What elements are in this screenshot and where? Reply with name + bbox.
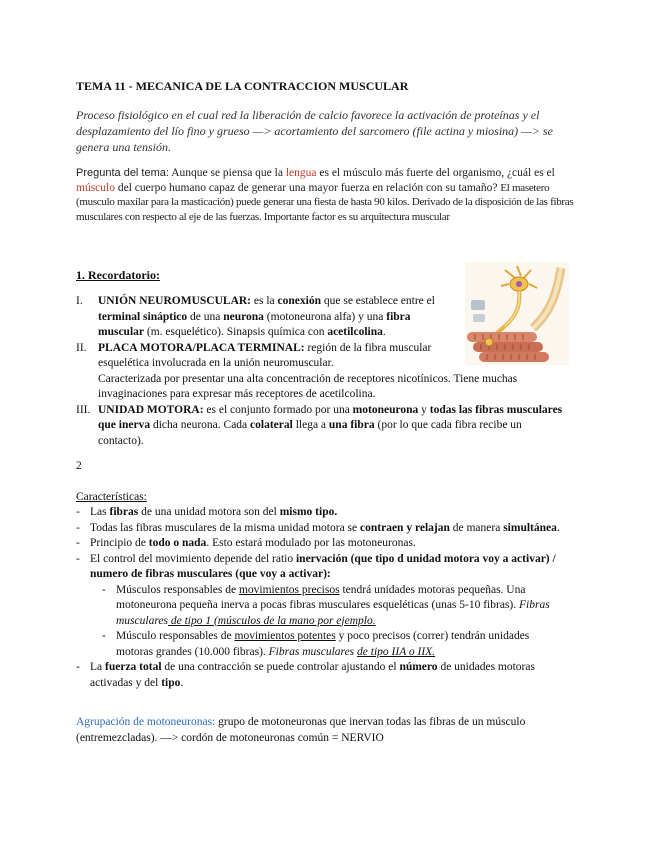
- question-paragraph: [76, 166, 576, 224]
- characteristics-list: [76, 505, 561, 691]
- definition-item: [76, 294, 456, 341]
- item-number: I.: [76, 295, 83, 307]
- item-text: y: [418, 403, 430, 416]
- question-text-1: Aunque se piensa que la: [168, 167, 286, 179]
- item-italic: Fibras musculares: [116, 599, 550, 627]
- item-text: Las: [90, 506, 110, 518]
- item-bold: todo o nada: [148, 537, 207, 549]
- item-underline: movimientos potentes: [234, 630, 336, 642]
- item-text: El control del movimiento depende del ratio: [90, 552, 296, 565]
- list-item: [76, 536, 561, 552]
- answer-text: El masetero (musculo maxilar para la masticación) puede generar una fiesta de hasta 90 kilos. Derivado de la disposición de las fibras musculares con respecto al eje de las fuerzas. Importante factor es su arquitectura muscular: [76, 181, 574, 223]
- item-bold: tipo: [161, 676, 181, 689]
- characteristics-heading: Características:: [76, 491, 147, 503]
- item-text: y poco precisos (correr) tendrán unidades motoras grandes (10.000 fibras).: [116, 630, 530, 658]
- item-text: . Esto estará modulado por las motoneuronas.: [206, 537, 416, 549]
- item-text: tendrá unidades motoras pequeñas. Una motoneurona pequeña inerva a pocas fibras musculares esqueléticas (unas 5-10 fibras).: [116, 583, 526, 611]
- dash-bullet: -: [76, 537, 80, 549]
- item-text: Músculos responsables de: [116, 583, 239, 596]
- item-bold: simultánea: [503, 521, 557, 534]
- question-text-3: del cuerpo humano capaz de generar una mayor fuerza en relación con su tamaño?: [114, 181, 501, 194]
- item-bold: fuerza total: [105, 661, 162, 673]
- dash-bullet: -: [102, 630, 106, 642]
- item-first-lines: [98, 341, 438, 372]
- dash-bullet: -: [76, 661, 80, 673]
- item-text: .: [382, 326, 386, 338]
- definition-item: [76, 341, 566, 403]
- item-text: que se establece entre el: [320, 295, 435, 307]
- list-item: [76, 552, 561, 661]
- agrupacion-text: grupo de motoneuronas que inervan todas las fibras de un músculo (entremezcladas). —> cordón de motoneuronas común = NERVIO: [76, 716, 526, 744]
- list-item: [76, 521, 561, 537]
- item-bold: terminal sináptico: [98, 310, 188, 323]
- item-bold: una fibra: [328, 419, 375, 431]
- item-bold: contraen y relajan: [360, 521, 450, 534]
- definitions-list: [76, 294, 566, 449]
- item-number: II.: [76, 341, 87, 354]
- item-heading: UNIÓN NEUROMUSCULAR:: [98, 295, 252, 307]
- item-bold: número: [399, 661, 438, 673]
- question-text-2: es el músculo más fuerte del organismo, ¿cuál es el: [316, 167, 555, 179]
- highlight-lengua: lengua: [285, 167, 317, 179]
- item-bold: motoneurona: [352, 403, 419, 416]
- item-text: .: [556, 521, 560, 534]
- item-bold: neurona: [223, 310, 264, 323]
- sub-list-item: [102, 583, 561, 630]
- item-text: región de la fibra muscular esquelética involucrada en la unión neuromuscular.: [98, 341, 432, 369]
- item-bold: todas las fibras musculares que inerva: [98, 403, 563, 431]
- item-bold: conexión: [277, 295, 321, 307]
- dash-bullet: -: [102, 583, 106, 596]
- item-underline: movimientos precisos: [238, 583, 340, 596]
- item-text: (motoneurona alfa) y una: [263, 310, 387, 323]
- item-number: III.: [76, 403, 91, 416]
- item-text: Músculo responsables de: [116, 630, 235, 642]
- item-text: es el conjunto formado por una: [203, 403, 353, 416]
- item-text: (m. esquelético). Sinapsis química con: [144, 326, 328, 338]
- item-italic-underline: de tipo IIA o IIX.: [357, 645, 436, 658]
- item-text: de una contracción se puede controlar ajustando el: [161, 661, 400, 673]
- item-bold: fibra muscular: [98, 310, 411, 338]
- dash-bullet: -: [76, 506, 80, 518]
- item-text: de una: [187, 310, 224, 323]
- item-bold: acetilcolina: [327, 326, 383, 338]
- item-bold: inervación (que tipo d unidad motora voy a activar) / numero de fibras musculares (que voy a activar):: [90, 552, 556, 580]
- item-text: dicha neurona. Cada: [150, 419, 251, 431]
- item-text: de unidades motoras activadas y del: [90, 661, 535, 689]
- agrupacion-paragraph: [76, 715, 566, 746]
- list-item: [76, 660, 561, 691]
- dash-bullet: -: [76, 552, 80, 565]
- sub-list: [90, 583, 561, 661]
- item-bold: fibras: [109, 506, 139, 518]
- item-text: de una unidad motora son del: [138, 506, 280, 518]
- question-label: Pregunta del tema:: [76, 167, 169, 179]
- item-text: Caracterizada por presentar una alta concentración de receptores nicotínicos. Tiene muchas invaginaciones para expresar más receptores de acetilcolina.: [98, 372, 518, 400]
- item-text: Principio de: [90, 537, 149, 549]
- item-italic: Fibras musculares: [268, 645, 355, 658]
- item-heading: PLACA MOTORA/PLACA TERMINAL:: [98, 341, 305, 354]
- item-text: Todas las fibras musculares de la misma unidad motora se: [90, 521, 361, 534]
- item-text: (por lo que cada fibra recibe un contacto).: [98, 419, 522, 447]
- agrupacion-label: Agrupación de motoneuronas:: [76, 716, 216, 728]
- item-text: llega a: [292, 419, 329, 431]
- intro-paragraph: Proceso fisiológico en el cual red la liberación de calcio favorece la activación de proteínas y el desplazamiento del lío fino y grueso —> acortamiento del sarcomero (file actina y miosina) —> se genera una tensión.: [76, 108, 553, 154]
- page-title: TEMA 11 - MECANICA DE LA CONTRACCION MUSCULAR: [76, 79, 409, 93]
- section-heading-recordatorio: 1. Recordatorio:: [76, 268, 160, 282]
- item-text: La: [90, 661, 106, 673]
- item-heading: UNIDAD MOTORA:: [98, 403, 204, 416]
- item-italic-underline: de tipo 1 (músculos de la mano por ejemplo.: [167, 614, 376, 627]
- dash-bullet: -: [76, 521, 80, 534]
- section-number: 2: [76, 460, 82, 472]
- item-text: .: [180, 676, 184, 689]
- highlight-musculo: músculo: [76, 181, 115, 194]
- item-bold: mismo tipo.: [279, 506, 338, 518]
- item-text: es la: [251, 295, 278, 307]
- list-item: [76, 505, 561, 521]
- definition-item: [76, 403, 566, 450]
- item-text: de manera: [449, 521, 504, 534]
- sub-list-item: [102, 629, 561, 660]
- item-bold: colateral: [250, 419, 293, 431]
